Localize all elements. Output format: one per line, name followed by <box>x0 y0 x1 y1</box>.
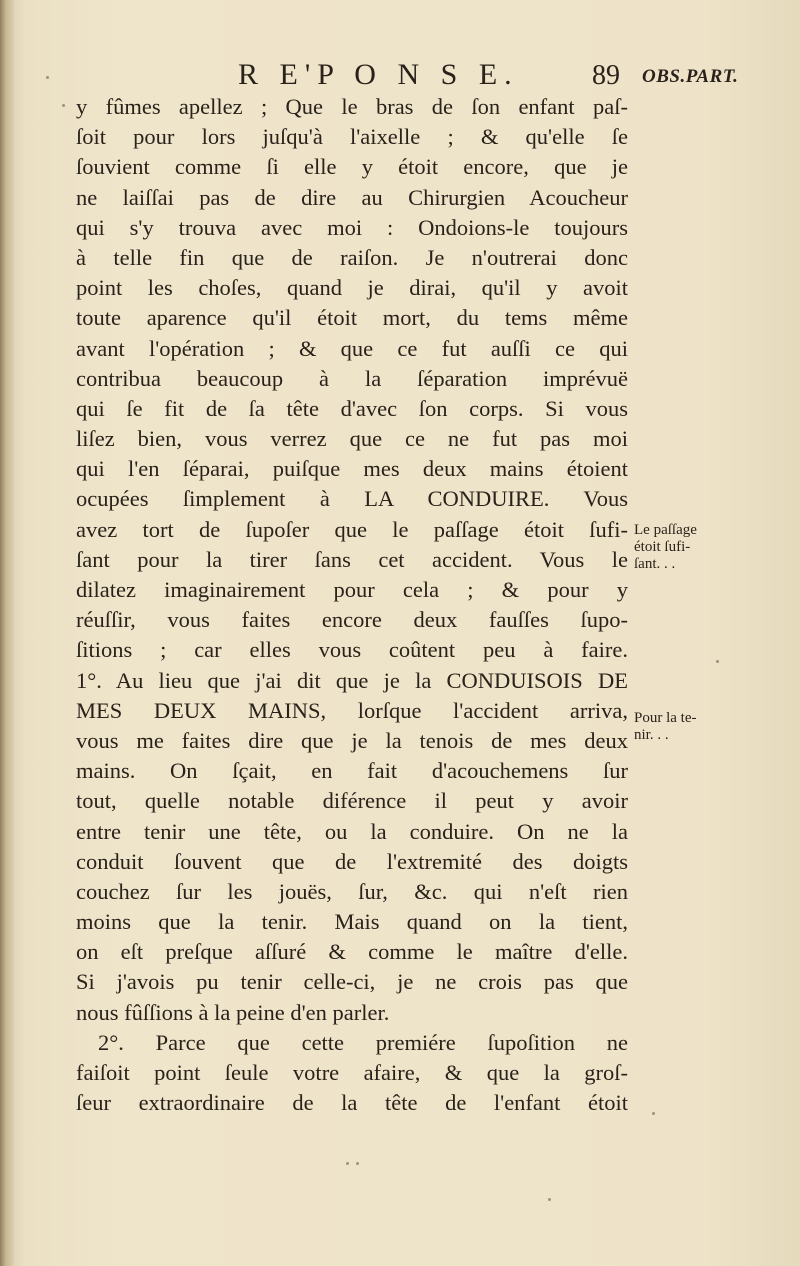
text-line: ocupées ſimplement à LA CONDUIRE. Vous <box>76 486 628 512</box>
page-binding-edge <box>0 0 14 1266</box>
text-line: nous fûſſions à la peine d'en parler. <box>76 999 390 1025</box>
text-line: tout, quelle notable diférence il peut y avoir <box>76 788 628 814</box>
text-line: qui l'en ſéparai, puiſque mes deux mains étoient <box>76 456 628 482</box>
text-line: avant l'opération ; & que ce fut auſſi ce qui <box>76 335 628 361</box>
margin-note-line: étoit ſufi- <box>634 539 691 555</box>
text-line: Si j'avois pu tenir celle-ci, je ne crois pas que <box>76 969 628 995</box>
text-line: ne laiſſai pas de dire au Chirurgien Acoucheur <box>76 184 628 210</box>
margin-note-line: ſant. . . <box>634 556 676 572</box>
text-line: à telle fin que de raiſon. Je n'outrerai donc <box>76 244 628 270</box>
text-line: 2°. Parce que cette premiére ſupoſition ne <box>98 1029 628 1055</box>
text-line: point les choſes, quand je dirai, qu'il y avoit <box>76 275 628 301</box>
margin-note-passage <box>634 522 774 573</box>
section-tag: OBS.PART. <box>642 66 739 87</box>
text-line: faiſoit point ſeule votre afaire, & que la groſ- <box>76 1060 628 1085</box>
paper-speck <box>716 660 719 663</box>
text-line: ſeur extraordinaire de la tête de l'enfant étoit <box>76 1090 628 1116</box>
paper-speck <box>62 104 65 107</box>
paper-speck <box>356 1162 359 1165</box>
paper-speck <box>652 1112 655 1115</box>
text-line: mains. On ſçait, en fait d'acouchemens ſur <box>76 758 628 784</box>
text-line: ſoit pour lors juſqu'à l'aixelle ; & qu'elle ſe <box>76 124 628 150</box>
margin-note-tenir <box>634 710 774 744</box>
text-line: ſant pour la tirer ſans cet accident. Vous le <box>76 546 628 572</box>
text-line: dilatez imaginairement pour cela ; & pour y <box>76 577 628 602</box>
body-text <box>76 92 628 1118</box>
text-line: ſitions ; car elles vous coûtent peu à faire. <box>76 637 628 663</box>
text-line: 1°. Au lieu que j'ai dit que je la CONDUISOIS DE <box>76 667 628 693</box>
text-line: couchez ſur les jouës, ſur, &c. qui n'eſt rien <box>76 878 628 904</box>
page-number: 89 <box>592 60 620 91</box>
paper-speck <box>346 1162 349 1165</box>
text-line: vous me faites dire que je la tenois de mes deux <box>76 727 628 753</box>
margin-note-line: nir. . . <box>634 727 669 743</box>
text-line: entre tenir une tête, ou la conduire. On ne la <box>76 818 628 844</box>
margin-note-line: Le paſſage <box>634 522 697 538</box>
text-line: réuſſir, vous faites encore deux fauſſes ſupo- <box>76 607 628 633</box>
text-line: on eſt preſque aſſuré & comme le maître d'elle. <box>76 939 628 965</box>
text-line: MES DEUX MAINS, lorſque l'accident arriva, <box>76 697 628 723</box>
text-line: avez tort de ſupoſer que le paſſage étoit ſufi- <box>76 516 628 542</box>
text-line: qui ſe fit de ſa tête d'avec ſon corps. Si vous <box>76 395 628 421</box>
paper-speck <box>46 76 49 79</box>
paper-speck <box>548 1198 551 1201</box>
text-line: conduit ſouvent que de l'extremité des doigts <box>76 848 628 874</box>
text-line: qui s'y trouva avec moi : Ondoions-le toujours <box>76 214 628 240</box>
text-line: toute aparence qu'il étoit mort, du tems même <box>76 305 628 331</box>
margin-note-line: Pour la te- <box>634 710 697 726</box>
running-title: R E'P O N S E. <box>238 58 519 91</box>
text-line: y fûmes apellez ; Que le bras de ſon enfant paſ- <box>76 94 628 119</box>
text-line: ſouvient comme ſi elle y étoit encore, que je <box>76 154 628 180</box>
text-line: contribua beaucoup à la ſéparation imprévuë <box>76 365 628 391</box>
text-line: moins que la tenir. Mais quand on la tient, <box>76 909 628 935</box>
text-line: liſez bien, vous verrez que ce ne fut pas moi <box>76 426 628 452</box>
